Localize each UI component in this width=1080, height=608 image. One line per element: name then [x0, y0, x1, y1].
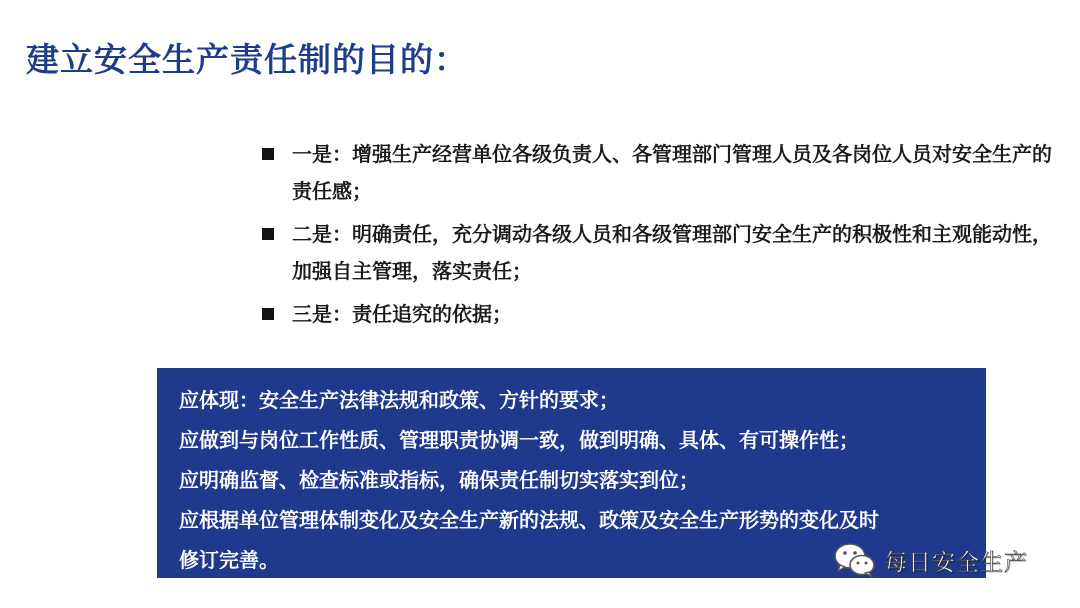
requirement-line: 应明确监督、检查标准或指标，确保责任制切实落实到位； [179, 468, 699, 492]
requirement-line: 修订完善。 [179, 548, 279, 572]
page-title: 建立安全生产责任制的目的： [26, 40, 468, 79]
requirement-line: 应根据单位管理体制变化及安全生产新的法规、政策及安全生产形势的变化及时 [179, 508, 879, 532]
watermark [832, 540, 1028, 580]
wechat-icon [832, 540, 878, 580]
bullet-text: 一是：增强生产经营单位各级负责人、各管理部门管理人员及各岗位人员对安全生产的责任感； [292, 142, 1052, 203]
square-bullet-icon [262, 228, 274, 240]
bullet-text: 三是：责任追究的依据； [292, 302, 512, 326]
watermark-text: 每日安全生产 [884, 549, 1028, 576]
bullet-text: 二是：明确责任，充分调动各级人员和各级管理部门安全生产的积极性和主观能动性，加强自主管理，落实责任； [292, 222, 1052, 283]
bullet-item [262, 216, 1062, 290]
requirement-line: 应做到与岗位工作性质、管理职责协调一致，做到明确、具体、有可操作性； [179, 428, 859, 452]
bullet-item [262, 296, 1062, 333]
bullet-list [262, 136, 1062, 339]
square-bullet-icon [262, 148, 274, 160]
square-bullet-icon [262, 308, 274, 320]
bullet-item [262, 136, 1062, 210]
requirement-line: 应体现：安全生产法律法规和政策、方针的要求； [179, 388, 619, 412]
